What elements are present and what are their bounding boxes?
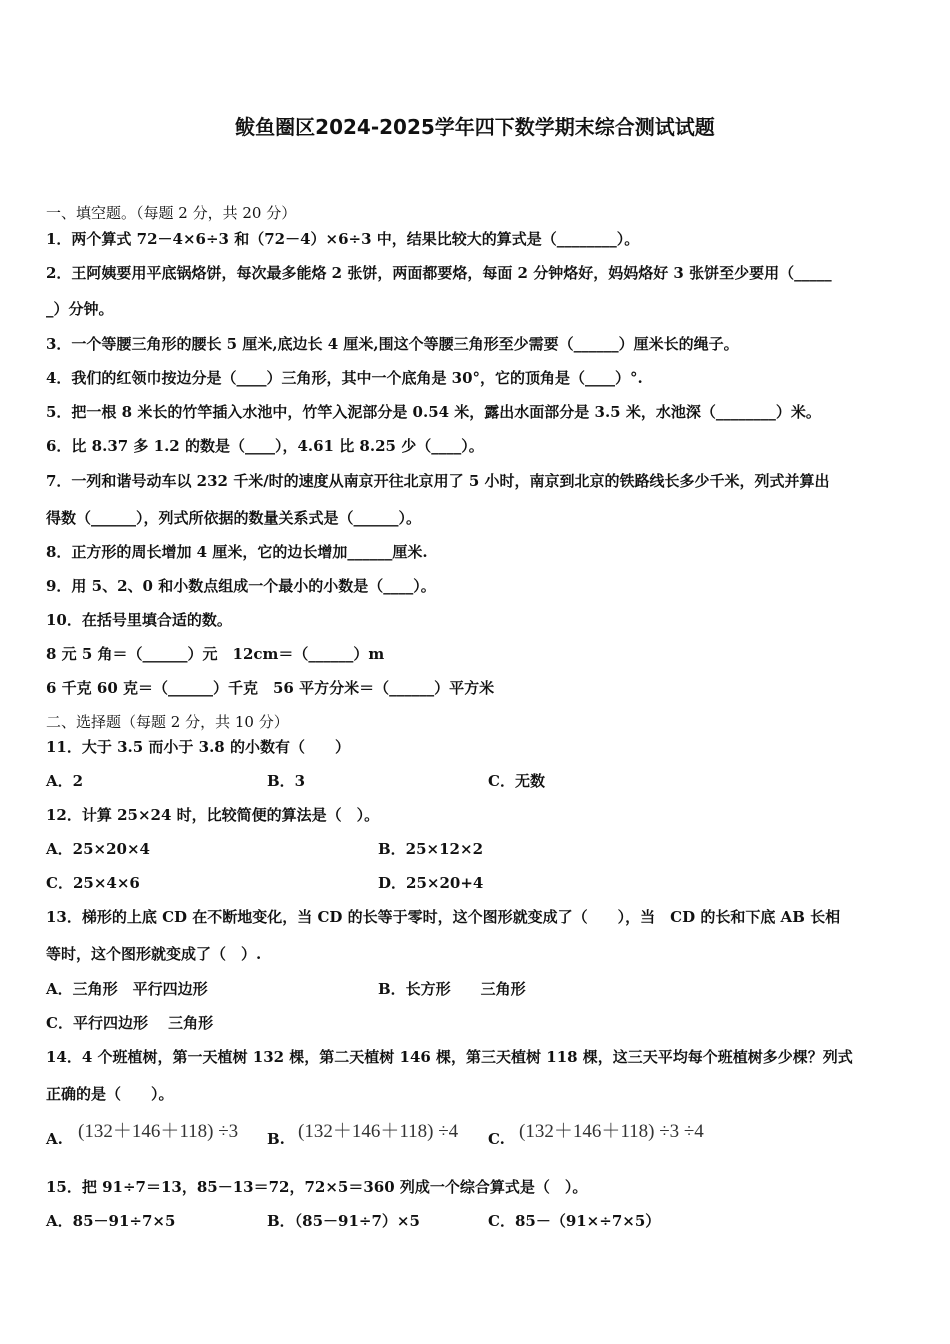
q14-option-b-expression: (132＋146＋118) ÷4 (298, 1121, 459, 1142)
question-14-line-2: 正确的是（ ）。 (46, 1085, 174, 1103)
question-5: 5．把一根 8 米长的竹竿插入水池中，竹竿入泥部分是 0.54 米，露出水面部分是 3.5 米，水池深（________）米。 (46, 403, 821, 421)
q14-option-a-expression: (132＋146＋118) ÷3 (78, 1121, 239, 1142)
question-8: 8．正方形的周长增加 4 厘米，它的边长增加______厘米. (46, 543, 428, 561)
q15-option-c: C．85－（91×÷7×5） (488, 1212, 661, 1230)
q15-option-a: A．85－91÷7×5 (46, 1212, 176, 1230)
section-heading-multiple-choice: 二、选择题（每题 2 分，共 10 分） (46, 713, 289, 731)
q11-option-c: C．无数 (488, 772, 545, 790)
question-1: 1．两个算式 72－4×6÷3 和（72－4）×6÷3 中，结果比较大的算式是（________）。 (46, 230, 640, 248)
q13-option-a: A．三角形 平行四边形 (46, 980, 208, 998)
q15-option-b: B．（85－91÷7）×5 (267, 1212, 420, 1230)
q14-option-a-label: A. (46, 1130, 63, 1148)
question-3: 3．一个等腰三角形的腰长 5 厘米,底边长 4 厘米,围这个等腰三角形至少需要（______）厘米长的绳子。 (46, 335, 739, 353)
q13-option-c: C．平行四边形 三角形 (46, 1014, 214, 1032)
q11-option-b: B．3 (267, 772, 306, 790)
q13-option-b: B．长方形 三角形 (378, 980, 526, 998)
question-2-line-1: 2．王阿姨要用平底锅烙饼，每次最多能烙 2 张饼，两面都要烙，每面 2 分钟烙好，妈妈烙好 3 张饼至少要用（_____ (46, 264, 832, 282)
section-heading-fill-blank: 一、填空题。（每题 2 分，共 20 分） (46, 204, 297, 222)
question-11: 11．大于 3.5 而小于 3.8 的小数有（ ） (46, 738, 350, 756)
question-7-line-1: 7．一列和谐号动车以 232 千米/时的速度从南京开往北京用了 5 小时，南京到北京的铁路线长多少千米，列式并算出 (46, 472, 830, 490)
q14-option-b-label: B. (267, 1130, 285, 1148)
question-6: 6．比 8.37 多 1.2 的数是（____），4.61 比 8.25 少（____）。 (46, 437, 484, 455)
q12-option-b: B．25×12×2 (378, 840, 484, 858)
page-title: 鲅鱼圈区2024-2025学年四下数学期末综合测试试题 (235, 115, 715, 139)
q14-option-c-label: C. (488, 1130, 505, 1148)
question-4: 4．我们的红领巾按边分是（____）三角形，其中一个底角是 30°，它的顶角是（____）°. (46, 369, 643, 387)
question-10: 10．在括号里填合适的数。 (46, 611, 232, 629)
question-13-line-2: 等时，这个图形就变成了（ ）. (46, 945, 262, 963)
q12-option-c: C．25×4×6 (46, 874, 140, 892)
q11-option-a: A．2 (46, 772, 84, 790)
question-10-part-a: 8 元 5 角＝（______）元 12cm＝（______）m (46, 645, 385, 663)
question-2-line-2: _）分钟。 (46, 300, 114, 318)
question-12: 12．计算 25×24 时，比较简便的算法是（ ）。 (46, 806, 380, 824)
question-10-part-b: 6 千克 60 克＝（______）千克 56 平方分米＝（______）平方米 (46, 679, 495, 697)
q12-option-d: D．25×20+4 (378, 874, 484, 892)
q14-option-c-expression: (132＋146＋118) ÷3 ÷4 (519, 1121, 704, 1142)
question-7-line-2: 得数（______），列式所依据的数量关系式是（______）。 (46, 509, 422, 527)
q12-option-a: A．25×20×4 (46, 840, 150, 858)
question-9: 9．用 5、2、0 和小数点组成一个最小的小数是（____）。 (46, 577, 436, 595)
question-14-line-1: 14．4 个班植树，第一天植树 132 棵，第二天植树 146 棵，第三天植树 118 棵，这三天平均每个班植树多少棵？列式 (46, 1048, 853, 1066)
question-13-line-1: 13．梯形的上底 CD 在不断地变化，当 CD 的长等于零时，这个图形就变成了（ ），当 CD 的长和下底 AB 长相 (46, 908, 841, 926)
question-15: 15．把 91÷7＝13，85－13＝72，72×5＝360 列成一个综合算式是（ ）。 (46, 1178, 588, 1196)
